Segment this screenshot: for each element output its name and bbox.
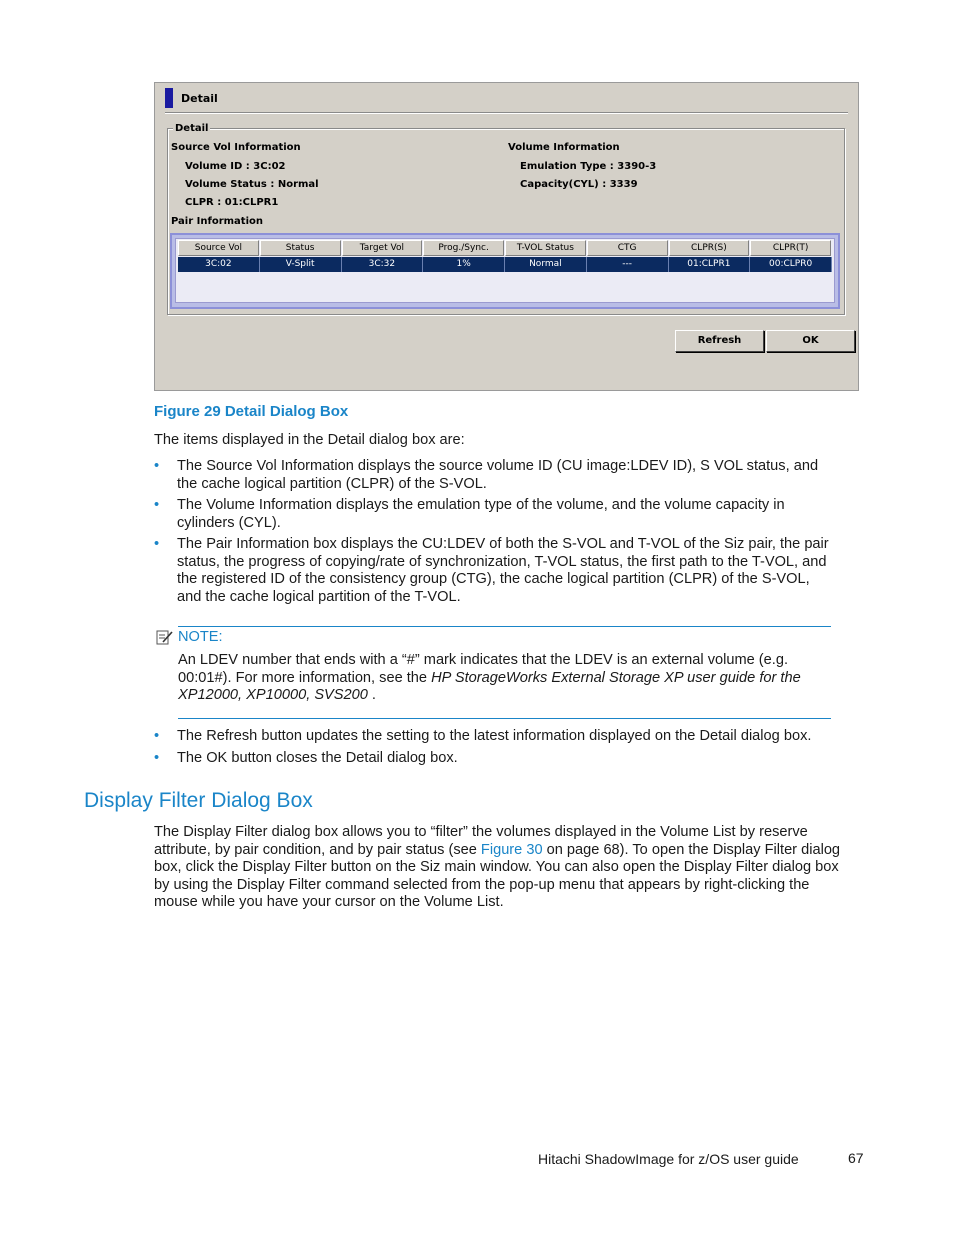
note-body bbox=[178, 652, 828, 705]
section-text-end: on page 68). To open the Display Filter dialog box, click the Display Filter button on the Siz main window. You can also open the Display Filter dialog box by using the Display Filter command selected from the pop-up menu that appears by right-clicking the mouse while you have your cursor on the Volume List. bbox=[154, 841, 841, 910]
list-item bbox=[154, 750, 844, 768]
dialog-title-bar bbox=[165, 87, 218, 109]
note-text: An LDEV number that ends with a “#” mark indicates that the LDEV is an external volume (e.g. 00:01#). For more information, see the bbox=[178, 652, 788, 686]
figure-caption: Figure 29 Detail Dialog Box bbox=[154, 403, 349, 420]
source-volume-status: Volume Status : Normal bbox=[185, 179, 319, 190]
section-heading: Display Filter Dialog Box bbox=[84, 789, 313, 812]
bullet-icon: • bbox=[154, 750, 160, 766]
col-header[interactable]: Source Vol bbox=[178, 240, 259, 256]
list-item bbox=[154, 728, 844, 746]
bullet-icon: • bbox=[154, 536, 160, 552]
table-cell: 3C:02 bbox=[178, 257, 260, 272]
footer-title: Hitachi ShadowImage for z/OS user guide bbox=[538, 1151, 799, 1167]
source-volume-id: Volume ID : 3C:02 bbox=[185, 161, 286, 172]
note-text-end: . bbox=[367, 687, 376, 703]
detail-group-label: Detail bbox=[175, 123, 209, 134]
note-pencil-icon bbox=[156, 629, 174, 645]
table-cell: 3C:32 bbox=[342, 257, 424, 272]
table-cell: --- bbox=[587, 257, 669, 272]
volume-info-header: Volume Information bbox=[508, 142, 620, 153]
list-item-text: The Volume Information displays the emulation type of the volume, and the volume capacity in cylinders (CYL). bbox=[177, 497, 785, 531]
bullet-icon: • bbox=[154, 458, 160, 474]
ok-button[interactable]: OK bbox=[766, 330, 855, 352]
list-item-text: The Source Vol Information displays the source volume ID (CU image:LDEV ID), S VOL status, and the cache logical partition (CLPR) of the S-VOL. bbox=[177, 458, 819, 492]
page-number: 67 bbox=[848, 1150, 864, 1166]
section-text: The Display Filter dialog box allows you to “filter” the volumes displayed in the Volume List by reserve attribute, by pair condition, and by pair status (see bbox=[154, 824, 808, 858]
col-header[interactable]: Target Vol bbox=[342, 240, 423, 256]
bullet-icon: • bbox=[154, 497, 160, 513]
pair-info-header: Pair Information bbox=[171, 216, 264, 227]
table-cell: 1% bbox=[423, 257, 505, 272]
pair-table[interactable] bbox=[175, 238, 835, 303]
list-item bbox=[154, 536, 844, 608]
col-header[interactable]: Status bbox=[260, 240, 341, 256]
note-top-rule bbox=[178, 626, 831, 627]
list-item bbox=[154, 497, 844, 533]
pair-table-frame bbox=[170, 233, 840, 309]
detail-dialog bbox=[154, 82, 859, 391]
col-header[interactable]: CLPR(T) bbox=[750, 240, 831, 256]
table-row[interactable] bbox=[178, 257, 832, 272]
list-item-text: The Pair Information box displays the CU:LDEV of both the S-VOL and T-VOL of the Siz pair, the pair status, the progress of copying/rate of synchronization, T-VOL status, the first path to the T-VOL, and the registered ID of the consistency group (CTG), the cache logical partition (CLPR) of the S-VOL, and the cache logical partition of the T-VOL. bbox=[177, 536, 829, 605]
emulation-type: Emulation Type : 3390-3 bbox=[520, 161, 657, 172]
list-item-text: The Refresh button updates the setting to the latest information displayed on the Detail dialog box. bbox=[177, 728, 812, 744]
col-header[interactable]: Prog./Sync. bbox=[423, 240, 504, 256]
pair-table-header bbox=[178, 240, 832, 256]
title-divider bbox=[165, 113, 848, 114]
note-bottom-rule bbox=[178, 718, 831, 719]
intro-paragraph: The items displayed in the Detail dialog box are: bbox=[154, 432, 465, 448]
col-header[interactable]: CLPR(S) bbox=[669, 240, 750, 256]
table-cell: 01:CLPR1 bbox=[669, 257, 751, 272]
table-cell: 00:CLPR0 bbox=[750, 257, 832, 272]
table-cell: Normal bbox=[505, 257, 587, 272]
source-vol-header: Source Vol Information bbox=[171, 142, 301, 153]
dialog-title: Detail bbox=[181, 91, 218, 105]
list-item bbox=[154, 458, 844, 494]
note-reference: HP StorageWorks External Storage XP user guide for the XP12000, XP10000, SVS200 bbox=[178, 669, 801, 703]
table-cell: V-Split bbox=[260, 257, 342, 272]
source-clpr: CLPR : 01:CLPR1 bbox=[185, 197, 279, 208]
title-marker-icon bbox=[165, 88, 173, 108]
refresh-button[interactable]: Refresh bbox=[675, 330, 764, 352]
col-header[interactable]: CTG bbox=[587, 240, 668, 256]
col-header[interactable]: T-VOL Status bbox=[505, 240, 586, 256]
section-paragraph bbox=[154, 824, 844, 912]
figure-30-link[interactable]: Figure 30 bbox=[480, 841, 543, 858]
capacity: Capacity(CYL) : 3339 bbox=[520, 179, 638, 190]
list-item-text: The OK button closes the Detail dialog box. bbox=[177, 750, 458, 766]
note-heading bbox=[156, 629, 223, 645]
note-label: NOTE: bbox=[178, 629, 223, 645]
bullet-icon: • bbox=[154, 728, 160, 744]
